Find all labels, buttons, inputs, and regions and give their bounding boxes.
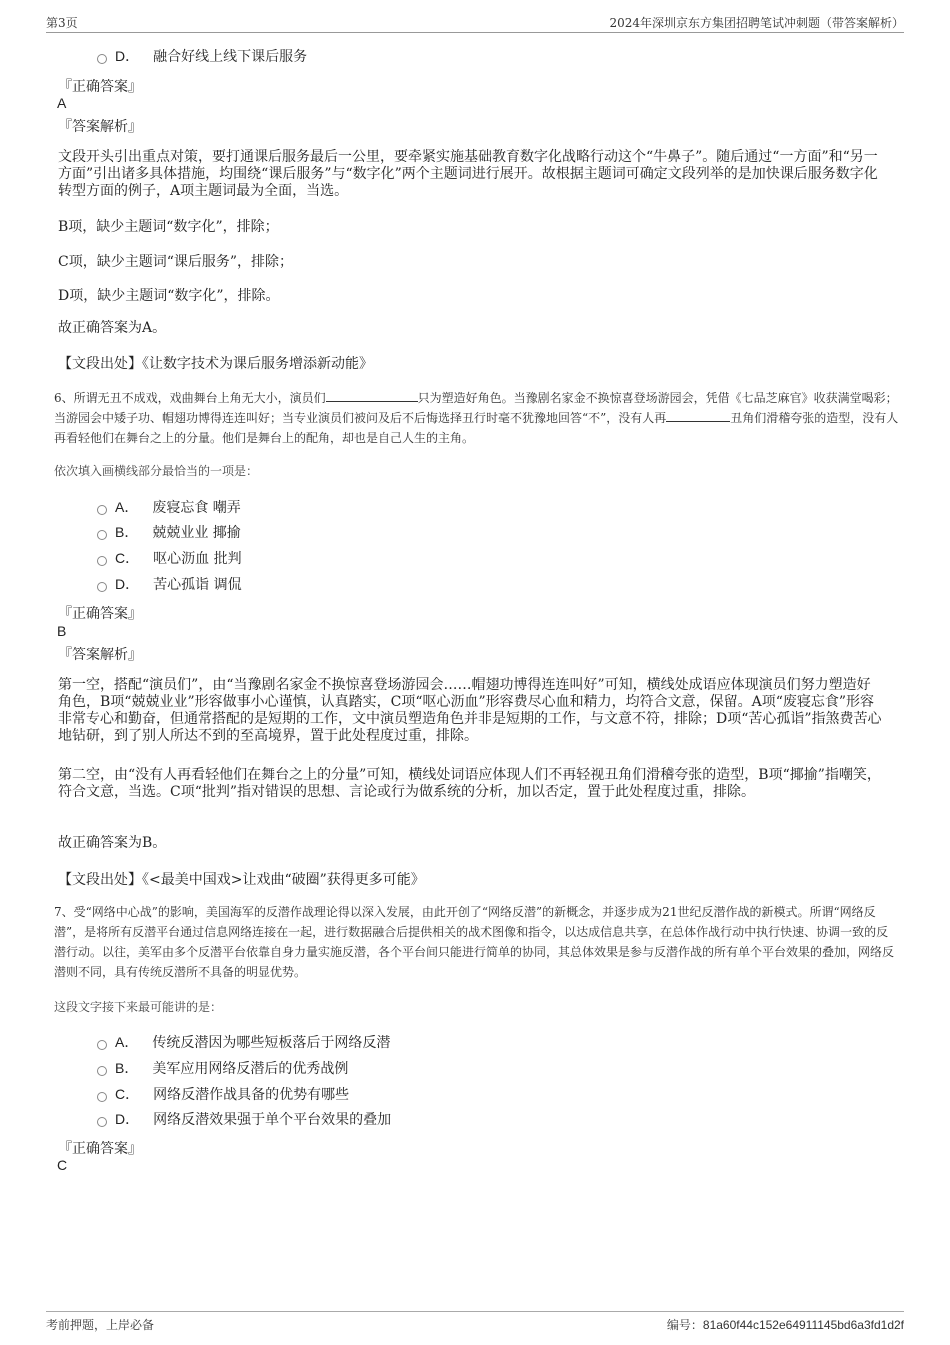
q7-option-c[interactable]: C． 网络反潜作战具备的优势有哪些 (97, 1084, 349, 1104)
q6-option-d[interactable]: D． 苦心孤诣 调侃 (97, 574, 242, 594)
q6-option-a[interactable]: A． 废寝忘食 嘲弄 (97, 497, 241, 517)
q6-instruction: 依次填入画横线部分最恰当的一项是： (54, 464, 259, 478)
q6-answer-label: 『正确答案』 (58, 606, 142, 622)
q7-instruction: 这段文字接下来最可能讲的是： (54, 1000, 223, 1014)
radio-icon[interactable] (97, 505, 107, 515)
q6-source: 【文段出处】《<最美中国戏>让戏曲“破圈”获得更多可能》 (58, 872, 425, 888)
radio-icon[interactable] (97, 530, 107, 540)
document-title: 2024年深圳京东方集团招聘笔试冲刺题（带答案解析） (609, 16, 904, 30)
q5-source: 【文段出处】《让数字技术为课后服务增添新动能》 (58, 356, 373, 372)
q7-option-d[interactable]: D． 网络反潜效果强于单个平台效果的叠加 (97, 1109, 391, 1129)
footer-slogan: 考前押题，上岸必备 (46, 1318, 155, 1332)
page-header (46, 14, 904, 33)
q7-answer: C (57, 1157, 68, 1173)
q6-option-b[interactable]: B． 兢兢业业 揶揄 (97, 522, 241, 542)
page-number: 第3页 (46, 16, 78, 30)
document-code: 编号：81a60f44c152e64911145bd6a3fd1d2f (666, 1318, 904, 1332)
q5-option-d[interactable]: D． 融合好线上线下课后服务 (97, 46, 307, 66)
q6-analysis-label: 『答案解析』 (58, 647, 142, 663)
q6-option-c[interactable]: C． 呕心沥血 批判 (97, 548, 242, 568)
q7-option-b[interactable]: B． 美军应用网络反潜后的优秀战例 (97, 1058, 348, 1078)
page-footer (46, 1311, 904, 1333)
radio-icon[interactable] (97, 556, 107, 566)
radio-icon[interactable] (97, 54, 107, 64)
q5-conclusion: 故正确答案为A。 (58, 320, 167, 336)
q6-analysis-p2: 第二空，由“没有人再看轻他们在舞台之上的分量”可知，横线处词语应体现人们不再轻视丑角们滑稽夸张的造型，B项“揶揄”指嘲笑，符合文意，当选。C项“批判”指对错误的思想、言论或行为做系统的分析，加以否定，置于此处程度过重，排除。 (58, 767, 881, 800)
radio-icon[interactable] (97, 1066, 107, 1076)
q5-analysis-p2: B项，缺少主题词“数字化”，排除； (58, 219, 279, 235)
q6-stem: 6、所谓无丑不成戏，戏曲舞台上角无大小，演员们 只为塑造好角色。当豫剧名家金不换惊喜登场游园会，凭借《七品芝麻官》收获满堂喝彩；当游园会中矮子功、帽翅功博得连连叫好；当专业演员们被问及后不后悔选择丑行时毫不犹豫地回答“不”，没有人再 丑角们滑稽夸张的造型，没有人再看轻他们在舞台之上的分量。他们是舞台上的配角，却也是自己人生的主角。 (54, 391, 899, 445)
q7-answer-label: 『正确答案』 (58, 1141, 142, 1157)
q7-stem: 7、受“网络中心战”的影响，美国海军的反潜作战理论得以深入发展，由此开创了“网络反潜”的新概念，并逐步成为21世纪反潜作战的新模式。所谓“网络反潜”，是将所有反潜平台通过信息网络连接在一起，进行数据融合后提供相关的战术图像和指令，以达成信息共享，在总体作战行动中执行快速、协调一致的反潜行动。以往，美军由多个反潜平台依靠自身力量实施反潜，各个平台间只能进行简单的协同，其总体效果是参与反潜作战的所有单个平台效果的叠加，网络反潜则不同，具有传统反潜所不具备的明显优势。 (54, 905, 895, 979)
q5-answer: A (57, 95, 67, 111)
q5-analysis-p4: D项，缺少主题词“数字化”，排除。 (58, 288, 280, 304)
q6-answer: B (57, 623, 67, 639)
q5-analysis-p3: C项，缺少主题词“课后服务”，排除； (58, 254, 294, 270)
radio-icon[interactable] (97, 1092, 107, 1102)
blank-1 (326, 389, 418, 402)
q5-answer-label: 『正确答案』 (58, 79, 142, 95)
q5-analysis-p1: 文段开头引出重点对策，要打通课后服务最后一公里，要牵紧实施基础教育数字化战略行动这个“牛鼻子”。随后通过“一方面”和“另一方面”引出诸多具体措施，均围绕“课后服务”与“数字化”两个主题词进行展开。故根据主题词可确定文段列举的是加快课后服务数字化转型方面的例子，A项主题词最为全面，当选。 (58, 149, 878, 199)
blank-2 (666, 409, 730, 422)
q6-conclusion: 故正确答案为B。 (58, 835, 167, 851)
radio-icon[interactable] (97, 1117, 107, 1127)
q6-analysis-p1: 第一空，搭配“演员们”，由“当豫剧名家金不换惊喜登场游园会……帽翅功博得连连叫好”可知，横线处成语应体现演员们努力塑造好角色，B项“兢兢业业”形容做事小心谨慎，认真踏实，C项“呕心沥血”形容费尽心血和精力，均符合文意，保留。A项“废寝忘食”形容非常专心和勤奋，但通常搭配的是短期的工作，文中演员塑造角色并非是短期的工作，与文意不符，排除；D项“苦心孤诣”指煞费苦心地钻研，到了别人所达不到的至高境界，置于此处程度过重，排除。 (58, 677, 882, 744)
q7-option-a[interactable]: A． 传统反潜因为哪些短板落后于网络反潜 (97, 1032, 390, 1052)
radio-icon[interactable] (97, 582, 107, 592)
radio-icon[interactable] (97, 1040, 107, 1050)
q5-analysis-label: 『答案解析』 (58, 119, 142, 135)
